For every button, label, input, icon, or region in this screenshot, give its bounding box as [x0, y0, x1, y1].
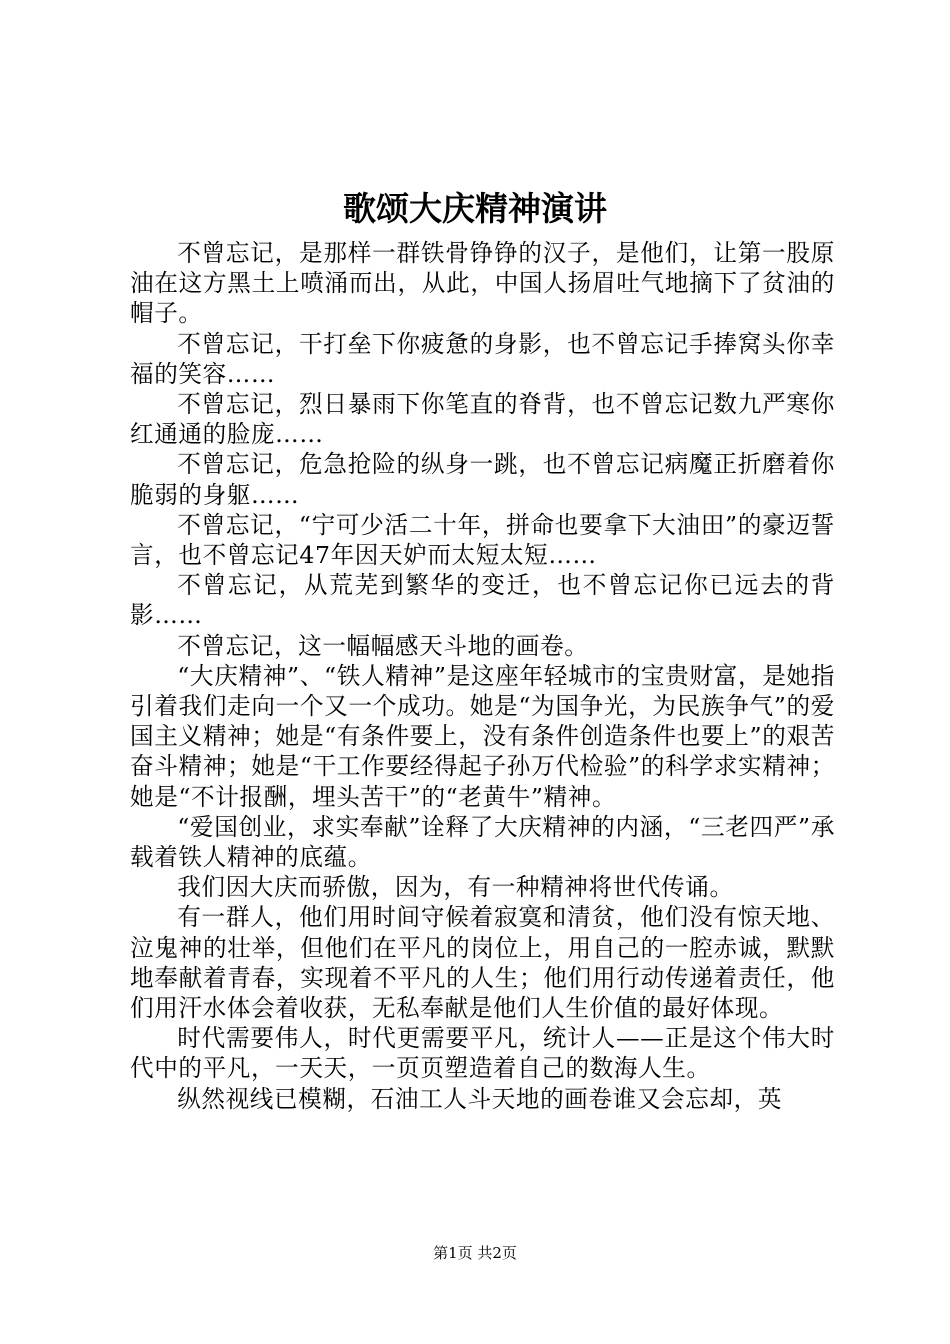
paragraph: “大庆精神”、“铁人精神”是这座年轻城市的宝贵财富，是她指引着我们走向一个又一个成功。她是“为国争光，为民族争气”的爱国主义精神；她是“有条件要上，没有条件创造条件也要上”的艰苦奋斗精神；她是“干工作要经得起子孙万代检验”的科学求实精神；她是“不计报酬，埋头苦干”的“老黄牛”精神。	[130, 661, 835, 811]
paragraph: 不曾忘记，这一幅幅感天斗地的画卷。	[177, 631, 589, 660]
paragraph: 不曾忘记，从荒芜到繁华的变迁，也不曾忘记你已远去的背影……	[130, 571, 835, 630]
paragraph: 不曾忘记，“宁可少活二十年，拼命也要拿下大油田”的豪迈誓言，也不曾忘记47年因天妒而太短太短……	[130, 510, 835, 570]
paragraph: 有一群人，他们用时间守候着寂寞和清贫，他们没有惊天地、泣鬼神的壮举，但他们在平凡的岗位上，用自己的一腔赤诚，默默地奉献着青春，实现着不平凡的人生；他们用行动传递着责任，他们用汗水体会着收获，无私奉献是他们人生价值的最好体现。	[130, 903, 835, 1023]
paragraph: “爱国创业，求实奉献”诠释了大庆精神的内涵，“三老四严”承载着铁人精神的底蕴。	[130, 812, 835, 872]
page-footer: 第1页 共2页	[433, 1244, 517, 1262]
document-title: 歌颂大庆精神演讲	[343, 189, 607, 228]
paragraph: 不曾忘记，是那样一群铁骨铮铮的汉子，是他们，让第一股原油在这方黑土上喷涌而出，从此，中国人扬眉吐气地摘下了贫油的帽子。	[130, 239, 835, 328]
document-body	[130, 238, 835, 1114]
paragraph: 时代需要伟人，时代更需要平凡，统计人——正是这个伟大时代中的平凡，一天天，一页页塑造着自己的数海人生。	[130, 1024, 835, 1083]
paragraph: 不曾忘记，烈日暴雨下你笔直的脊背，也不曾忘记数九严寒你红通通的脸庞……	[130, 390, 835, 449]
paragraph: 不曾忘记，干打垒下你疲惫的身影，也不曾忘记手捧窝头你幸福的笑容……	[130, 329, 835, 388]
paragraph: 纵然视线已模糊，石油工人斗天地的画卷谁又会忘却，英	[177, 1084, 783, 1113]
paragraph: 不曾忘记，危急抢险的纵身一跳，也不曾忘记病魔正折磨着你脆弱的身躯……	[130, 450, 835, 509]
paragraph: 我们因大庆而骄傲，因为，有一种精神将世代传诵。	[177, 873, 734, 902]
